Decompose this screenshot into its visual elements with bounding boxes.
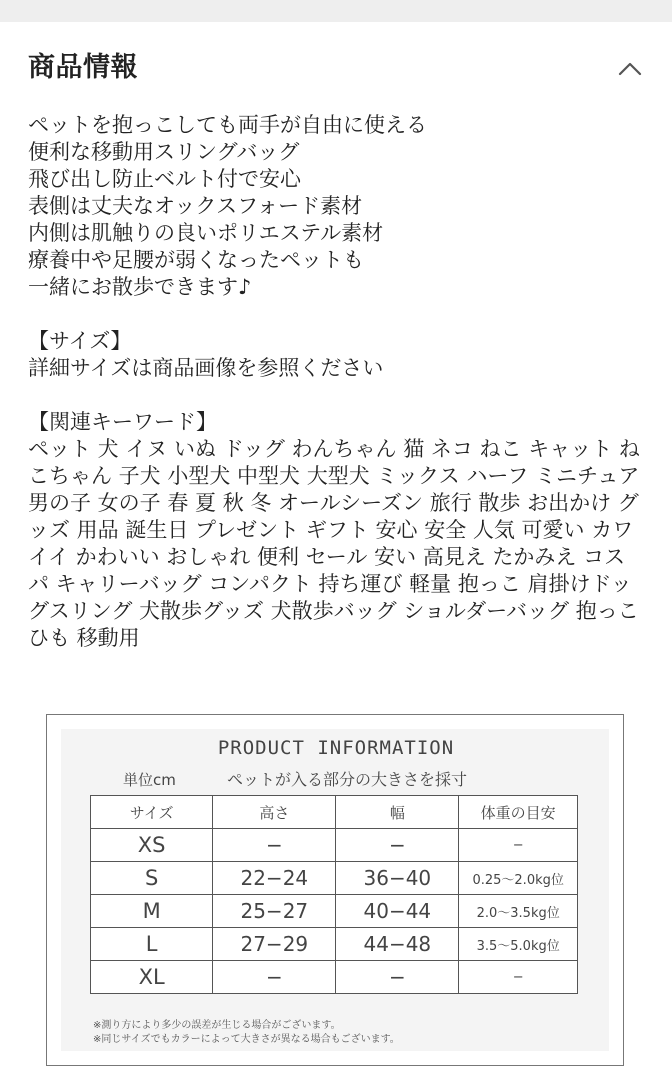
description-line: 【関連キーワード】 bbox=[28, 410, 217, 434]
cell-size: L bbox=[91, 928, 213, 961]
top-divider-strip bbox=[0, 0, 672, 22]
product-info-header[interactable] bbox=[28, 48, 648, 92]
table-row bbox=[91, 961, 578, 994]
blank-line bbox=[28, 382, 646, 409]
unit-label: 単位cm bbox=[123, 771, 176, 789]
cell-width: 36−40 bbox=[336, 862, 459, 895]
header-weight: 体重の目安 bbox=[459, 796, 578, 829]
unit-description: ペットが入る部分の大きさを採寸 bbox=[227, 770, 468, 789]
cell-size: M bbox=[91, 895, 213, 928]
description-line: ペットを抱っこしても両手が自由に使える bbox=[28, 113, 427, 137]
cell-width: − bbox=[336, 961, 459, 994]
description-line: 飛び出し防止ベルト付で安心 bbox=[28, 167, 301, 191]
cell-weight: − bbox=[459, 829, 578, 862]
product-info-image bbox=[46, 714, 624, 1066]
product-info-notes bbox=[93, 1019, 400, 1047]
header-size: サイズ bbox=[91, 796, 213, 829]
description-line: 内側は肌触りの良いポリエステル素材 bbox=[28, 221, 384, 245]
cell-weight: 0.25〜2.0kg位 bbox=[459, 862, 578, 895]
cell-weight: 2.0〜3.5kg位 bbox=[459, 895, 578, 928]
header-width: 幅 bbox=[336, 796, 459, 829]
size-table-header-row bbox=[91, 796, 578, 829]
table-row bbox=[91, 862, 578, 895]
cell-height: − bbox=[213, 829, 336, 862]
table-row bbox=[91, 895, 578, 928]
cell-weight: − bbox=[459, 961, 578, 994]
cell-size: XL bbox=[91, 961, 213, 994]
cell-size: S bbox=[91, 862, 213, 895]
cell-height: 22−24 bbox=[213, 862, 336, 895]
collapse-button[interactable] bbox=[612, 50, 648, 86]
description-line: 【サイズ】 bbox=[28, 329, 132, 353]
cell-size: XS bbox=[91, 829, 213, 862]
product-info-title: PRODUCT INFORMATION bbox=[217, 737, 455, 759]
cell-height: 27−29 bbox=[213, 928, 336, 961]
description-line: 一緒にお散歩できます♪ bbox=[28, 275, 252, 299]
cell-width: − bbox=[336, 829, 459, 862]
description-line: 療養中や足腰が弱くなったペットも bbox=[28, 248, 364, 272]
description-line: 便利な移動用スリングバッグ bbox=[28, 140, 300, 164]
cell-height: − bbox=[213, 961, 336, 994]
table-row bbox=[91, 829, 578, 862]
product-description bbox=[28, 112, 646, 652]
cell-width: 44−48 bbox=[336, 928, 459, 961]
description-line: ペット 犬 イヌ いぬ ドッグ わんちゃん 猫 ネコ ねこ キャット ねこちゃん 子犬 小型犬 中型犬 大型犬 ミックス ハーフ ミニチュア 男の子 女の子 春 夏 秋 冬 オールシーズン 旅行 散歩 お出かけ グッズ 用品 誕生日 プレゼント ギフト 安心 安全 人気 可愛い カワイイ かわいい おしゃれ 便利 セール 安い 高見え たかみえ コスパ キャリーバッグ コンパクト 持ち運び 軽量 抱っこ 肩掛けドッグスリング 犬散歩グッズ 犬散歩バッグ ショルダーバッグ 抱っこひも 移動用 bbox=[28, 437, 647, 650]
note-line: ※測り方により多少の誤差が生じる場合がございます。 bbox=[93, 1020, 341, 1031]
table-row bbox=[91, 928, 578, 961]
section-title: 商品情報 bbox=[28, 52, 138, 83]
cell-weight: 3.5〜5.0kg位 bbox=[459, 928, 578, 961]
description-line: 表側は丈夫なオックスフォード素材 bbox=[28, 194, 363, 218]
cell-width: 40−44 bbox=[336, 895, 459, 928]
blank-line bbox=[28, 301, 646, 328]
header-height: 高さ bbox=[213, 796, 336, 829]
cell-height: 25−27 bbox=[213, 895, 336, 928]
size-table bbox=[90, 795, 578, 994]
note-line: ※同じサイズでもカラーによって大きさが異なる場合もございます。 bbox=[93, 1034, 400, 1045]
chevron-up-icon bbox=[612, 50, 648, 86]
description-line: 詳細サイズは商品画像を参照ください bbox=[28, 356, 384, 380]
